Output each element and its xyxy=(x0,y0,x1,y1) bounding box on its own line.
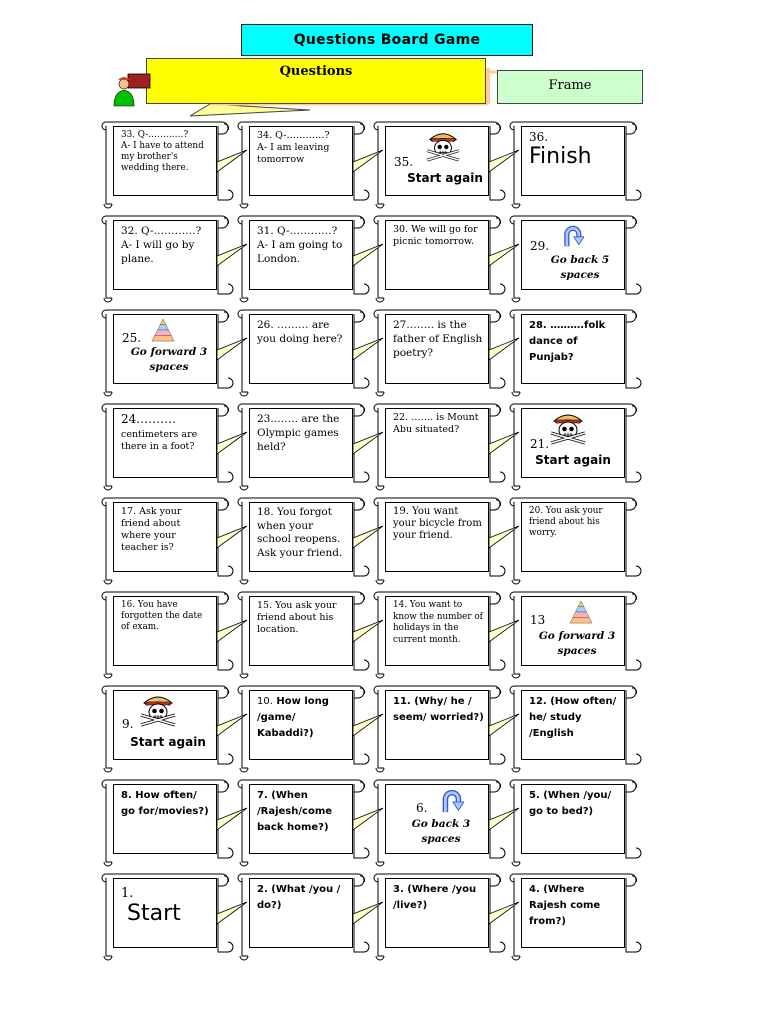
square-34: 34. Q-…………? A- I am leaving tomorrow xyxy=(236,118,372,210)
flap-pointer xyxy=(353,244,383,266)
flap-pointer xyxy=(489,432,519,454)
flap-pointer xyxy=(489,338,519,360)
square-20: 20. You ask your friend about his worry. xyxy=(508,494,644,586)
square-15: 15. You ask your friend about his location. xyxy=(236,588,372,680)
square-7: 7. (When /Rajesh/come back home?) xyxy=(236,776,372,868)
square-18: 18. You forgot when your school reopens. Ask your friend. xyxy=(236,494,372,586)
flap-pointer xyxy=(489,714,519,736)
square-8: 8. How often/ go for/movies?) xyxy=(100,776,236,868)
square-32: 32. Q-…………? A- I will go by plane. xyxy=(100,212,236,304)
square-13: 13 Go forward 3 spaces xyxy=(508,588,644,680)
flap-pointer xyxy=(353,902,383,924)
square-10: 10. How long /game/ Kabaddi?) xyxy=(236,682,372,774)
flap-pointer xyxy=(489,902,519,924)
flap-pointer xyxy=(217,808,247,830)
square-25: 25. Go forward 3 spaces xyxy=(100,306,236,398)
flap-pointer xyxy=(353,526,383,548)
square-29: 29. Go back 5 spaces xyxy=(508,212,644,304)
questions-callout: Questions xyxy=(146,58,486,104)
square-4: 4. (Where Rajesh come from?) xyxy=(508,870,644,962)
square-19: 19. You want your bicycle from your friend. xyxy=(372,494,508,586)
flap-pointer xyxy=(353,808,383,830)
frame-box: Frame xyxy=(497,70,643,104)
square-21: 21. Start again xyxy=(508,400,644,492)
flap-pointer xyxy=(217,432,247,454)
square-5: 5. (When /you/ go to bed?) xyxy=(508,776,644,868)
square-1: 1. Start xyxy=(100,870,236,962)
page-title: Questions Board Game xyxy=(241,24,533,56)
square-33: 33. Q-…………? A- I have to attend my brother's wedding there. xyxy=(100,118,236,210)
flap-pointer xyxy=(353,432,383,454)
square-14: 14. You want to know the number of holidays in the current month. xyxy=(372,588,508,680)
start-label: Start xyxy=(127,901,181,926)
square-27: 27.……. is the father of English poetry? xyxy=(372,306,508,398)
square-26: 26. ……… are you doing here? xyxy=(236,306,372,398)
square-12: 12. (How often/ he/ study /English xyxy=(508,682,644,774)
square-11: 11. (Why/ he / seem/ worried?) xyxy=(372,682,508,774)
flap-pointer xyxy=(489,150,519,172)
flap-pointer xyxy=(353,714,383,736)
flap-pointer xyxy=(217,620,247,642)
square-6: 6. Go back 3 spaces xyxy=(372,776,508,868)
flap-pointer xyxy=(489,808,519,830)
square-30: 30. We will go for picnic tomorrow. xyxy=(372,212,508,304)
square-16: 16. You have forgotten the date of exam. xyxy=(100,588,236,680)
square-17: 17. Ask your friend about where your teacher is? xyxy=(100,494,236,586)
flap-pointer xyxy=(217,902,247,924)
flap-pointer xyxy=(489,244,519,266)
flap-pointer xyxy=(217,714,247,736)
square-31: 31. Q-…………? A- I am going to London. xyxy=(236,212,372,304)
flap-pointer xyxy=(353,620,383,642)
square-3: 3. (Where /you /live?) xyxy=(372,870,508,962)
flap-pointer xyxy=(217,244,247,266)
flap-pointer xyxy=(353,150,383,172)
flap-pointer xyxy=(217,150,247,172)
square-9: 9. Start again xyxy=(100,682,236,774)
square-24: 24.……… centimeters are there in a foot? xyxy=(100,400,236,492)
flap-pointer xyxy=(353,338,383,360)
flap-pointer xyxy=(217,526,247,548)
square-28: 28. ……….folk dance of Punjab? xyxy=(508,306,644,398)
square-2: 2. (What /you / do?) xyxy=(236,870,372,962)
flap-pointer xyxy=(217,338,247,360)
square-22: 22. ……. is Mount Abu situated? xyxy=(372,400,508,492)
square-23: 23.……. are the Olympic games held? xyxy=(236,400,372,492)
flap-pointer xyxy=(489,620,519,642)
square-35: 35. Start again xyxy=(372,118,508,210)
flap-pointer xyxy=(489,526,519,548)
finish-label: Finish xyxy=(529,144,592,169)
square-36: 36. Finish xyxy=(508,118,644,210)
